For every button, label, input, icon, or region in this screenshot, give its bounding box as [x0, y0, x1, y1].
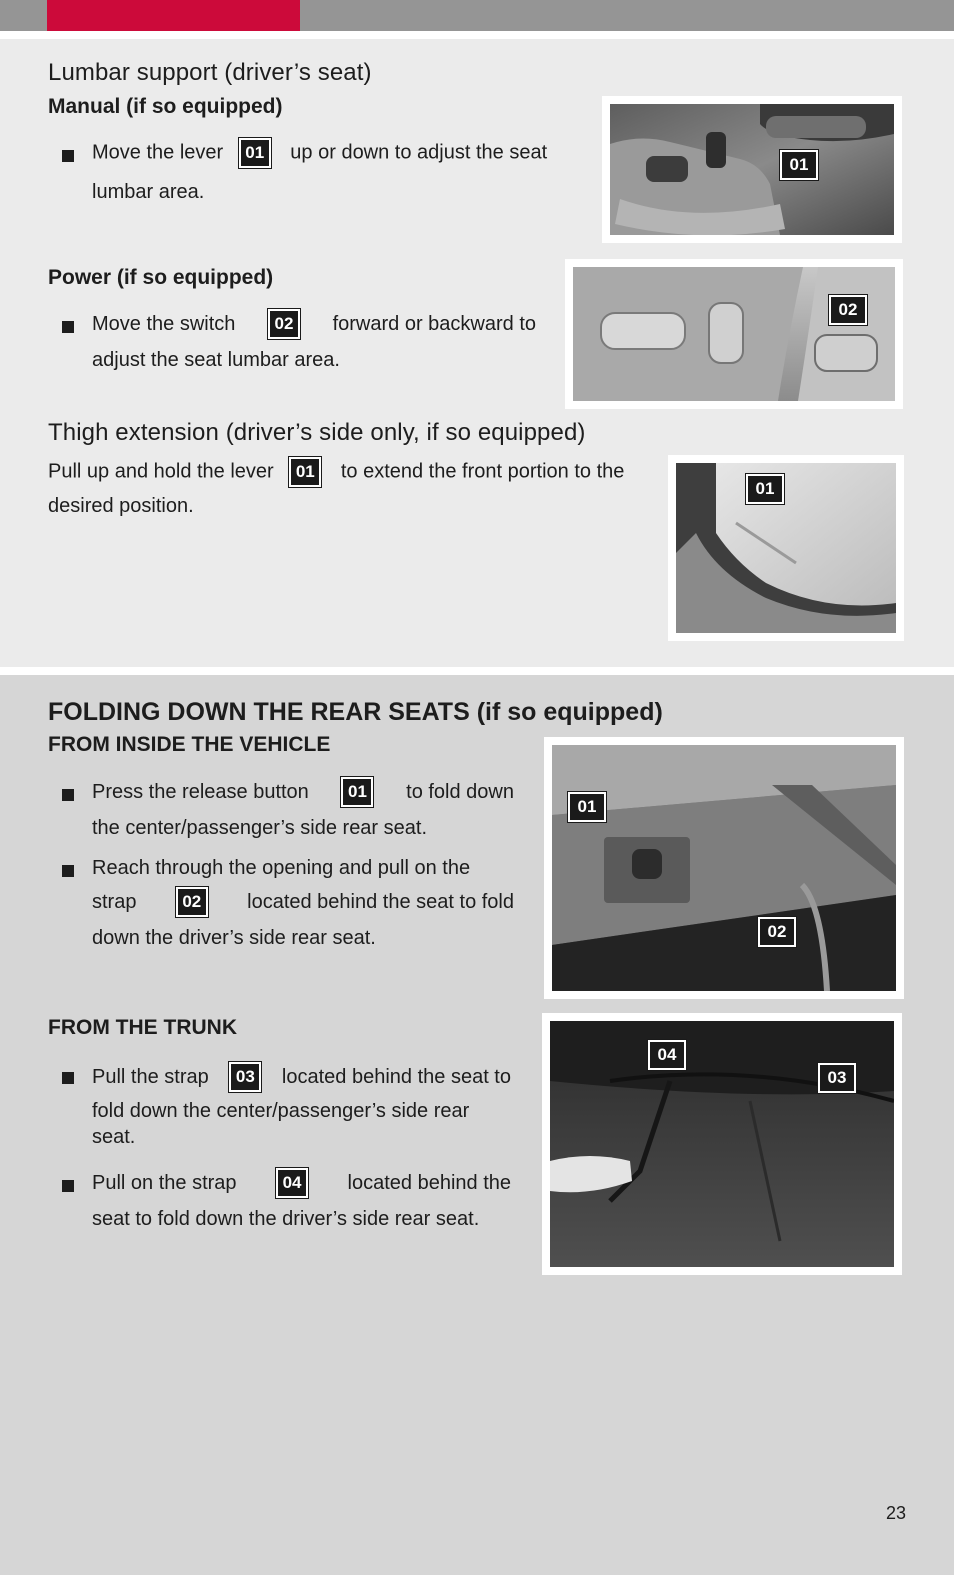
rear-seat-release-image [552, 745, 896, 991]
thigh-extension-photo [668, 455, 904, 641]
photo-callout-badge: 01 [568, 792, 606, 822]
thigh-text-a: Pull up and hold the lever [48, 460, 274, 483]
callout-badge: 03 [229, 1062, 261, 1092]
header-accent [47, 0, 300, 31]
inside-b2-line-2 [92, 887, 514, 917]
manual-lumbar-photo [602, 96, 902, 243]
manual-text-a: Move the lever [92, 141, 224, 164]
folding-title: FOLDING DOWN THE REAR SEATS (if so equipped) [48, 698, 663, 726]
thigh-line-1 [48, 457, 624, 487]
photo-callout-badge: 01 [780, 150, 818, 180]
inside-b2-line-3: down the driver’s side rear seat. [92, 927, 376, 949]
power-line-1 [92, 309, 536, 339]
photo-callout-badge: 03 [818, 1063, 856, 1093]
trunk-b2-text-b: located behind the [347, 1171, 511, 1194]
callout-badge: 02 [176, 887, 208, 917]
trunk-photo [542, 1013, 902, 1275]
page-number: 23 [885, 1503, 906, 1523]
trunk-b1-text-a: Pull the strap [92, 1065, 209, 1088]
bullet-icon [62, 789, 74, 801]
trunk-b2-text-a: Pull on the strap [92, 1171, 237, 1194]
callout-badge: 01 [239, 138, 271, 168]
callout-badge: 01 [341, 777, 373, 807]
trunk-b2-line-2: seat to fold down the driver’s side rear seat. [92, 1208, 480, 1230]
thigh-text-b: to extend the front portion to the [340, 460, 625, 483]
trunk-b1-text-b: located behind the seat to [281, 1065, 511, 1088]
header-bar [0, 0, 954, 31]
power-text-a: Move the switch [92, 312, 236, 335]
inside-b2-text: Reach through the opening and pull on the [92, 857, 471, 879]
trunk-strap-image [550, 1021, 894, 1267]
power-line-2: adjust the seat lumbar area. [92, 349, 340, 371]
callout-badge: 01 [289, 457, 321, 487]
inside-b2-text-b: located behind the seat to fold [247, 890, 514, 913]
trunk-b1-line-2 [92, 1100, 511, 1123]
inside-b1-text-b: to fold down [406, 780, 514, 803]
inside-heading: FROM INSIDE THE VEHICLE [48, 733, 331, 756]
inside-b2-line-1 [92, 857, 514, 880]
trunk-b1-line-3: seat. [92, 1126, 136, 1148]
bullet-icon [62, 150, 74, 162]
seat-cushion-image [676, 463, 896, 633]
bullet-icon [62, 865, 74, 877]
manual-text-b: up or down to adjust the seat [290, 141, 548, 164]
bullet-icon [62, 321, 74, 333]
bullet-icon [62, 1072, 74, 1084]
trunk-b1-text-c: fold down the center/passenger’s side rear [92, 1100, 470, 1122]
header-rule [0, 31, 954, 39]
seat-switch-image [573, 267, 895, 401]
trunk-b1-line-1 [92, 1062, 511, 1092]
photo-callout-badge: 02 [758, 917, 796, 947]
thigh-title: Thigh extension (driver’s side only, if so equipped) [48, 419, 586, 446]
inside-b1-text-a: Press the release button [92, 780, 309, 803]
power-heading: Power (if so equipped) [48, 266, 274, 289]
thigh-line-2: desired position. [48, 495, 194, 517]
manual-line-1 [92, 138, 572, 168]
bullet-icon [62, 1180, 74, 1192]
power-text-b: forward or backward to [332, 312, 536, 335]
photo-callout-badge: 02 [829, 295, 867, 325]
lumbar-title: Lumbar support (driver’s seat) [48, 59, 372, 86]
inside-b1-line-1 [92, 777, 514, 807]
trunk-heading: FROM THE TRUNK [48, 1016, 237, 1039]
photo-callout-badge: 01 [746, 474, 784, 504]
inside-vehicle-photo [544, 737, 904, 999]
callout-badge: 04 [276, 1168, 308, 1198]
inside-b2-text-a: strap [92, 890, 137, 913]
section-divider [0, 667, 954, 675]
trunk-b2-line-1 [92, 1168, 511, 1198]
callout-badge: 02 [268, 309, 300, 339]
power-lumbar-photo [565, 259, 903, 409]
manual-line-2: lumbar area. [92, 181, 205, 203]
inside-b1-line-2: the center/passenger’s side rear seat. [92, 817, 428, 839]
photo-callout-badge: 04 [648, 1040, 686, 1070]
seat-lever-image [610, 104, 894, 235]
manual-heading: Manual (if so equipped) [48, 95, 283, 118]
